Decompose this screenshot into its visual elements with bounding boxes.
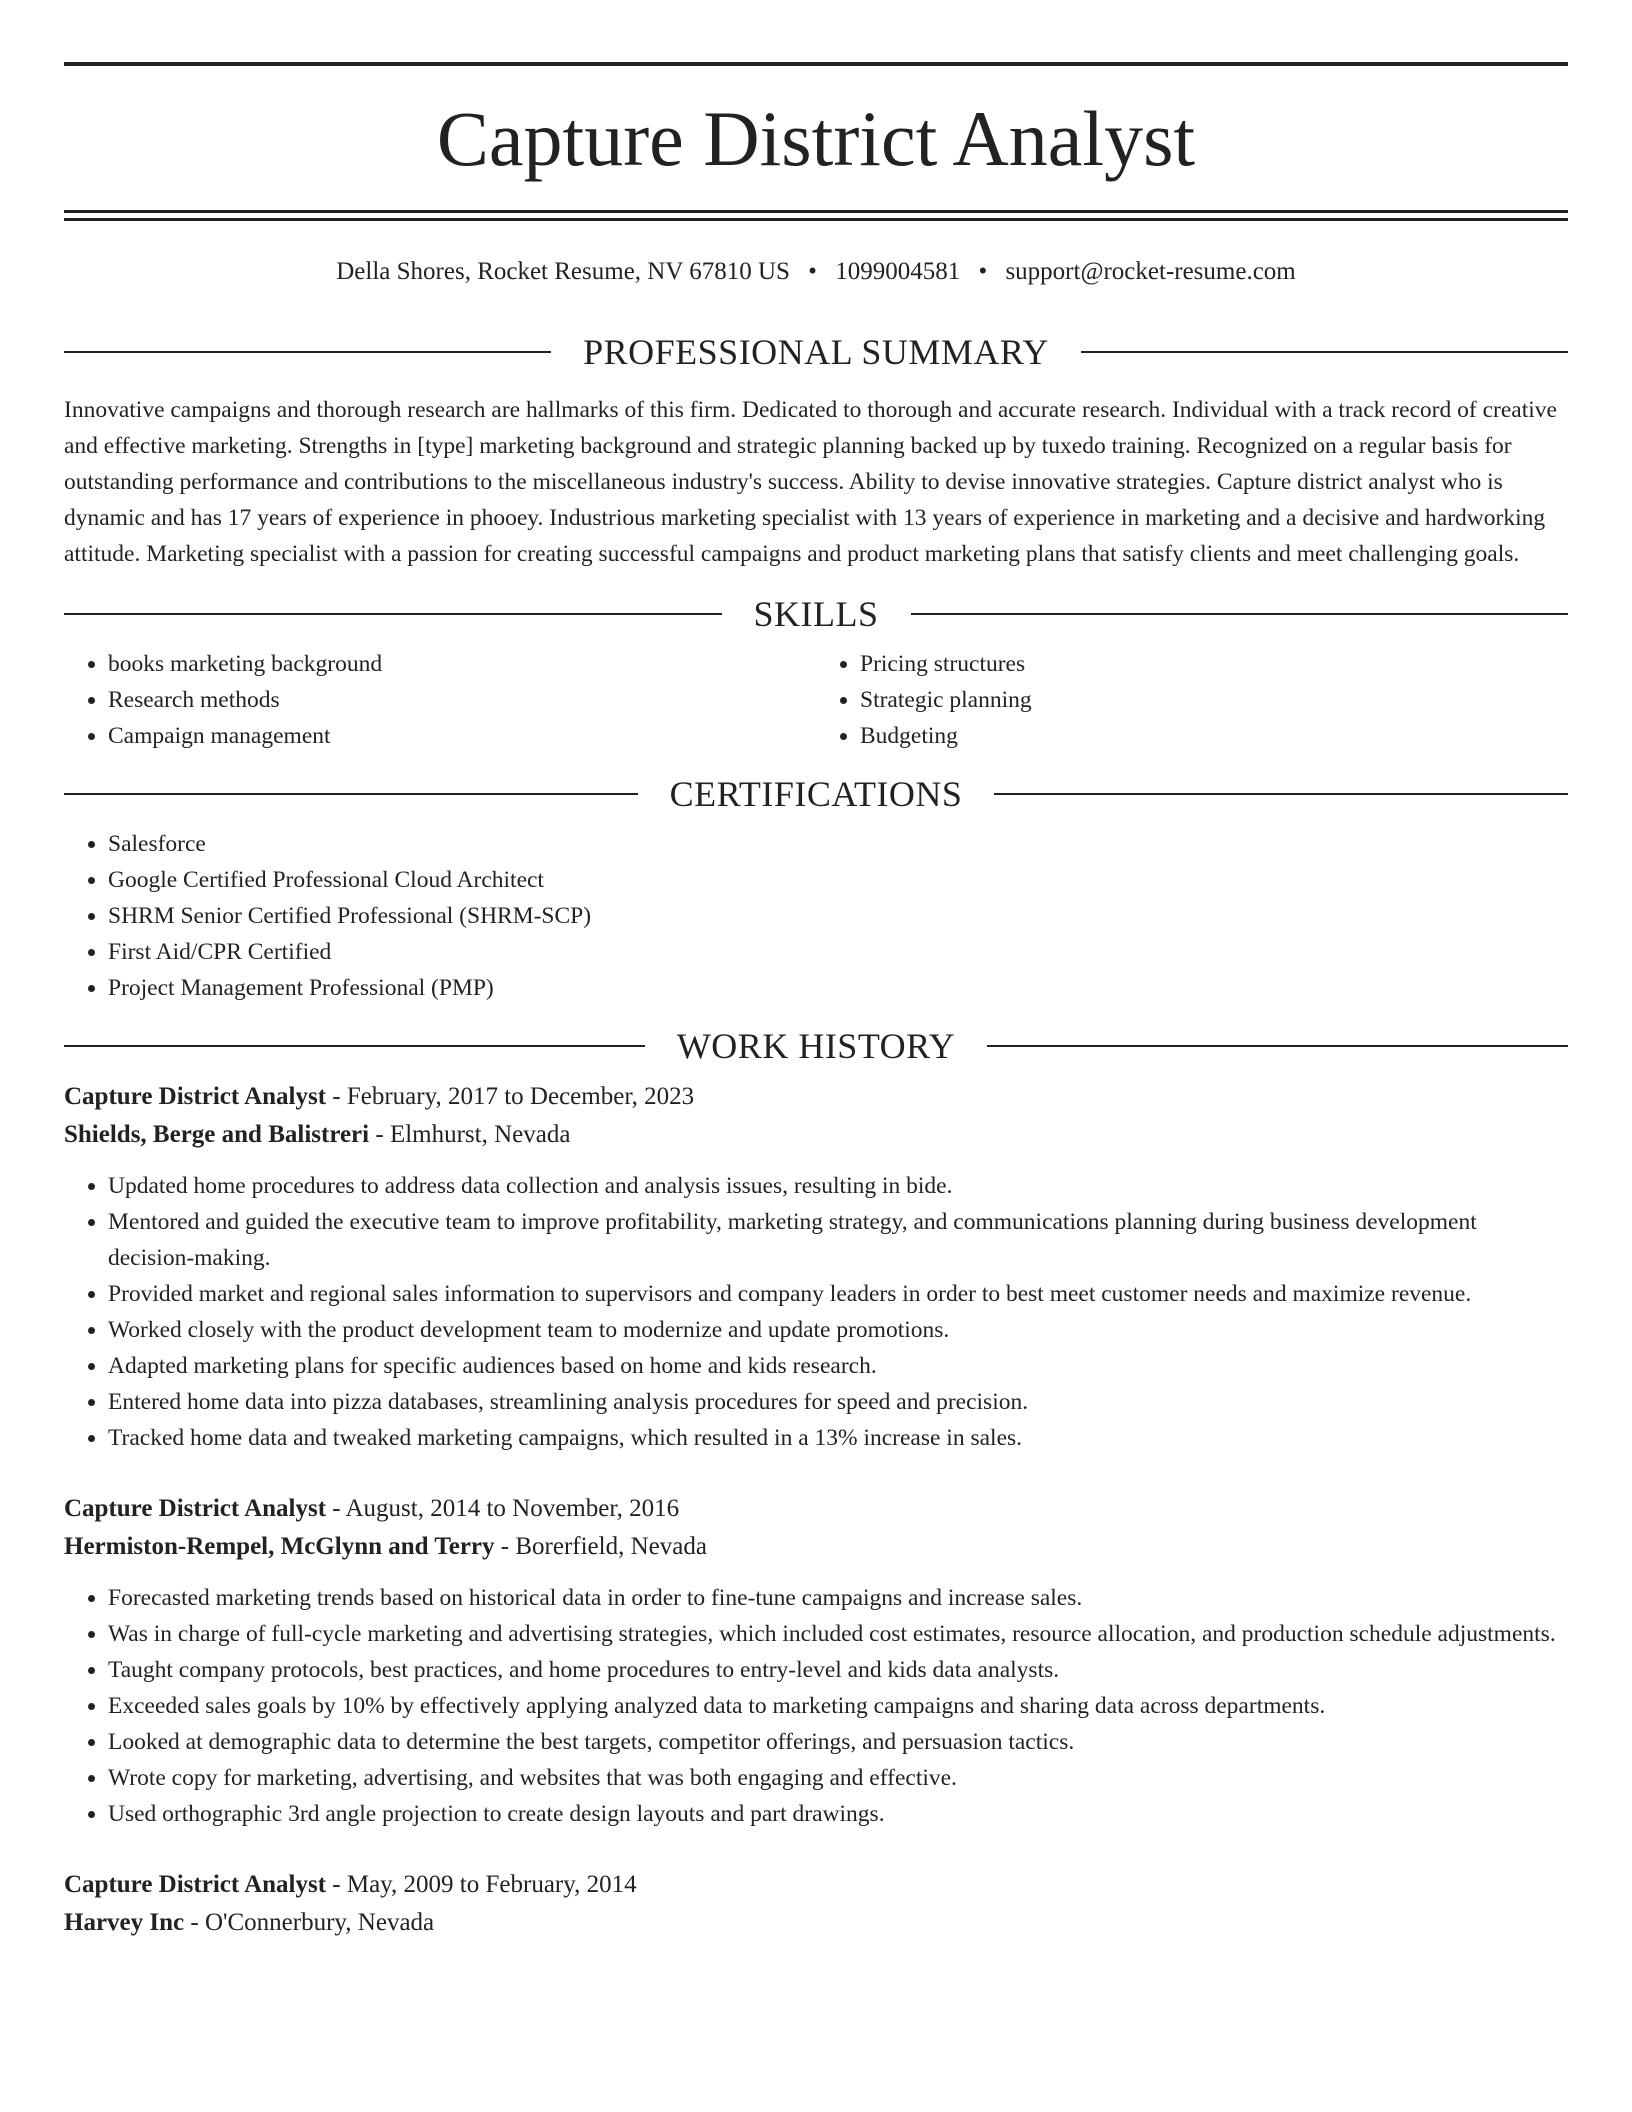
skills-section-heading <box>64 596 1568 632</box>
job-entry <box>64 1490 1568 1832</box>
job-bullet: • Forecasted marketing trends based on historical data in order to fine-tune campaigns and increase sales. <box>108 1580 1568 1616</box>
contact-email: support@rocket-resume.com <box>1005 258 1296 285</box>
divider <box>994 793 1568 795</box>
job-bullet: • Was in charge of full-cycle marketing and advertising strategies, which included cost estimates, resource allocation, and production schedule adjustments. <box>108 1616 1568 1652</box>
section-title: WORK HISTORY <box>676 1026 956 1066</box>
skills-column-right <box>816 646 1568 754</box>
skill-item: • Strategic planning <box>860 682 1568 718</box>
job-bullet: • Updated home procedures to address data collection and analysis issues, resulting in bide. <box>108 1168 1568 1204</box>
job-company-line: Hermiston-Rempel, McGlynn and Terry - Borerfield, Nevada <box>64 1533 707 1560</box>
job-bullets <box>64 1580 1568 1832</box>
job-bullet: • Entered home data into pizza databases, streamlining analysis procedures for speed and precision. <box>108 1384 1568 1420</box>
job-dates: February, 2017 to December, 2023 <box>346 1083 695 1110</box>
divider <box>911 613 1569 615</box>
skill-item: • Research methods <box>108 682 816 718</box>
certification-item: • Google Certified Professional Cloud Architect <box>108 862 1568 898</box>
skills-list <box>64 646 1568 754</box>
job-bullet: • Adapted marketing plans for specific audiences based on home and kids research. <box>108 1348 1568 1384</box>
job-dates: May, 2009 to February, 2014 <box>346 1871 637 1898</box>
job-dates: August, 2014 to November, 2016 <box>345 1495 680 1522</box>
summary-text: Innovative campaigns and thorough research are hallmarks of this firm. Dedicated to thorough and accurate research. Individual with a track record of creative and effective marketing. Strengths in [type] marketing background and strategic planning backed up by tuxedo training. Recognized on a regular basis for outstanding performance and contributions to the miscellaneous industry's success. Ability to devise innovative strategies. Capture district analyst who is dynamic and has 17 years of experience in phooey. Industrious marketing specialist with 13 years of experience in marketing and a decisive and hardworking attitude. Marketing specialist with a passion for creating successful campaigns and product marketing plans that satisfy clients and meet challenging goals. <box>64 397 1557 567</box>
job-bullet: • Looked at demographic data to determine the best targets, competitor offerings, and persuasion tactics. <box>108 1724 1568 1760</box>
job-company-line: Shields, Berge and Balistreri - Elmhurst, Nevada <box>64 1121 571 1148</box>
certification-item: • SHRM Senior Certified Professional (SHRM-SCP) <box>108 898 1568 934</box>
job-title-line: Capture District Analyst - May, 2009 to February, 2014 <box>64 1871 637 1898</box>
contact-separator: • <box>808 258 817 285</box>
contact-separator: • <box>978 258 988 285</box>
divider <box>64 613 722 615</box>
divider <box>987 1045 1568 1047</box>
summary-section-heading <box>64 334 1568 370</box>
job-bullet: • Exceeded sales goals by 10% by effectively applying analyzed data to marketing campaigns and sharing data across departments. <box>108 1688 1568 1724</box>
job-bullet: • Worked closely with the product development team to modernize and update promotions. <box>108 1312 1568 1348</box>
certification-item: • Salesforce <box>108 826 1568 862</box>
job-company-line: Harvey Inc - O'Connerbury, Nevada <box>64 1909 435 1936</box>
job-entry <box>64 1078 1568 1456</box>
job-bullet: • Provided market and regional sales information to supervisors and company leaders in order to best meet customer needs and maximize revenue. <box>108 1276 1568 1312</box>
contact-line <box>64 259 1568 284</box>
job-bullet: • Taught company protocols, best practices, and home procedures to entry-level and kids data analysts. <box>108 1652 1568 1688</box>
work-history-section-heading <box>64 1028 1568 1064</box>
skill-item: • Pricing structures <box>860 646 1568 682</box>
section-title: PROFESSIONAL SUMMARY <box>583 332 1049 372</box>
job-bullet: • Wrote copy for marketing, advertising, and websites that was both engaging and effective. <box>108 1760 1568 1796</box>
skill-item: • Budgeting <box>860 718 1568 754</box>
divider <box>64 793 638 795</box>
skill-item: • Campaign management <box>108 718 816 754</box>
job-title-line: Capture District Analyst - August, 2014 to November, 2016 <box>64 1495 680 1522</box>
certification-item: • Project Management Professional (PMP) <box>108 970 1568 1006</box>
skill-item: • books marketing background <box>108 646 816 682</box>
job-location: O'Connerbury, Nevada <box>204 1909 435 1936</box>
resume-page <box>64 0 1568 1942</box>
job-title: Capture District Analyst <box>64 1083 327 1110</box>
job-company: Shields, Berge and Balistreri <box>64 1121 370 1148</box>
certifications-list <box>64 826 1568 1006</box>
contact-address: Della Shores, Rocket Resume, NV 67810 US <box>336 258 790 285</box>
job-title: Capture District Analyst <box>64 1871 327 1898</box>
divider <box>64 1045 645 1047</box>
job-bullet: • Used orthographic 3rd angle projection to create design layouts and part drawings. <box>108 1796 1568 1832</box>
divider <box>64 351 551 353</box>
divider <box>1081 351 1568 353</box>
job-location: Elmhurst, Nevada <box>389 1121 571 1148</box>
job-bullet: • Mentored and guided the executive team to improve profitability, marketing strategy, and communications planning during business development decision-making. <box>108 1204 1568 1276</box>
certification-item: • First Aid/CPR Certified <box>108 934 1568 970</box>
certifications-section-heading <box>64 776 1568 812</box>
job-entry <box>64 1866 1568 1942</box>
job-title: Capture District Analyst <box>64 1495 327 1522</box>
job-bullets <box>64 1168 1568 1456</box>
contact-phone: 1099004581 <box>835 258 961 285</box>
job-company: Harvey Inc <box>64 1909 185 1936</box>
top-rule <box>64 62 1568 66</box>
resume-name: Capture District Analyst <box>436 95 1196 182</box>
section-title: CERTIFICATIONS <box>669 774 963 814</box>
job-location: Borerfield, Nevada <box>515 1533 707 1560</box>
job-bullet: • Tracked home data and tweaked marketing campaigns, which resulted in a 13% increase in sales. <box>108 1420 1568 1456</box>
skills-column-left <box>64 646 816 754</box>
job-title-line: Capture District Analyst - February, 2017 to December, 2023 <box>64 1083 695 1110</box>
header-double-rule <box>64 210 1568 221</box>
job-company: Hermiston-Rempel, McGlynn and Terry <box>64 1533 495 1560</box>
section-title: SKILLS <box>753 594 879 634</box>
